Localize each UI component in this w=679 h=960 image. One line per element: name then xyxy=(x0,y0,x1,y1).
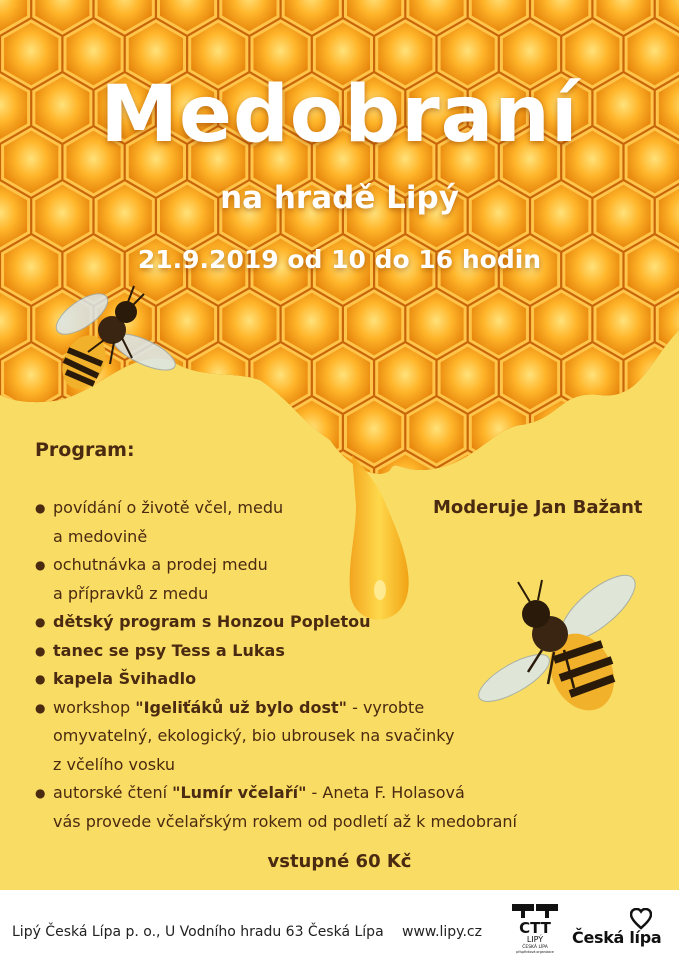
honeycomb-cell xyxy=(0,399,29,465)
honeycomb-cell xyxy=(595,399,652,465)
honeycomb-cell xyxy=(657,399,679,465)
honeycomb-cell xyxy=(221,291,278,357)
honeycomb-cell xyxy=(595,291,652,357)
honeycomb-cell xyxy=(190,345,247,411)
bee-left-image xyxy=(40,280,180,400)
honeycomb-cell xyxy=(657,507,679,573)
list-item-continuation: a medovině xyxy=(53,526,148,546)
honeycomb-cell xyxy=(314,345,371,411)
footer-website-link[interactable]: www.lipy.cz xyxy=(402,924,482,940)
honeycomb-cell xyxy=(408,291,465,357)
event-date: 21.9.2019 od 10 do 16 hodin xyxy=(137,245,542,274)
list-item: ● ochutnávka a prodej medu xyxy=(36,551,536,580)
list-item: ● dětský program s Honzou Popletou xyxy=(36,608,536,637)
program-heading: Program: xyxy=(35,439,135,461)
ctt-note: příspěvková organizace xyxy=(516,950,554,954)
event-title: Medobraní xyxy=(100,70,579,160)
moderator-text: Moderuje Jan Bažant xyxy=(433,497,643,518)
list-item: ● tanec se psy Tess a Lukas xyxy=(36,637,536,666)
ctt-lipy-logo xyxy=(508,902,562,954)
list-item-continuation: a přípravků z medu xyxy=(53,583,209,603)
program-list xyxy=(36,494,536,836)
event-subtitle: na hradě Lipý xyxy=(220,180,459,216)
honeycomb-cell xyxy=(564,345,621,411)
honeycomb-cell xyxy=(283,291,340,357)
ceska-lipa-logo xyxy=(572,908,672,948)
city-name: Česká lípa xyxy=(572,928,662,947)
honeycomb-cell xyxy=(501,345,558,411)
honeycomb-cell xyxy=(439,345,496,411)
honeycomb-cell xyxy=(533,399,590,465)
ctt-name: LIPÝ xyxy=(526,935,544,944)
list-item: ● povídání o životě včel, medu xyxy=(36,494,536,523)
honeycomb-cell xyxy=(252,345,309,411)
honeycomb-cell xyxy=(470,399,527,465)
list-item-continuation: vás provede včelařským rokem od podletí až k medobraní xyxy=(53,811,517,831)
list-item: ● kapela Švihadlo xyxy=(36,665,536,694)
honeycomb-cell xyxy=(470,291,527,357)
honeycomb-cell xyxy=(346,399,403,465)
entry-fee: vstupné 60 Kč xyxy=(267,851,412,872)
honeycomb-cell xyxy=(533,291,590,357)
honeycomb-cell xyxy=(377,345,434,411)
list-item-continuation: omyvatelný, ekologický, bio ubrousek na svačinky xyxy=(53,726,455,745)
ctt-city: ČESKÁ LÍPA xyxy=(522,945,548,950)
honeycomb-cell xyxy=(0,507,29,573)
honeycomb-cell xyxy=(283,399,340,465)
footer-address: Lipý Česká Lípa p. o., U Vodního hradu 63 Česká Lípa xyxy=(12,924,384,940)
list-item-continuation: z včelího vosku xyxy=(53,754,176,774)
heart-icon xyxy=(630,908,652,930)
honeycomb-cell xyxy=(159,399,216,465)
honeycomb-cell xyxy=(408,399,465,465)
honeycomb-cell xyxy=(221,399,278,465)
list-item: ● autorské čtení "Lumír včelaří" - Aneta F. Holasová xyxy=(36,779,536,808)
list-item: ● workshop "Igeliťáků už bylo dost" - vyrobte xyxy=(36,694,536,723)
ctt-letters: CTT xyxy=(519,919,551,937)
footer xyxy=(0,890,679,960)
honeycomb-cell xyxy=(346,291,403,357)
